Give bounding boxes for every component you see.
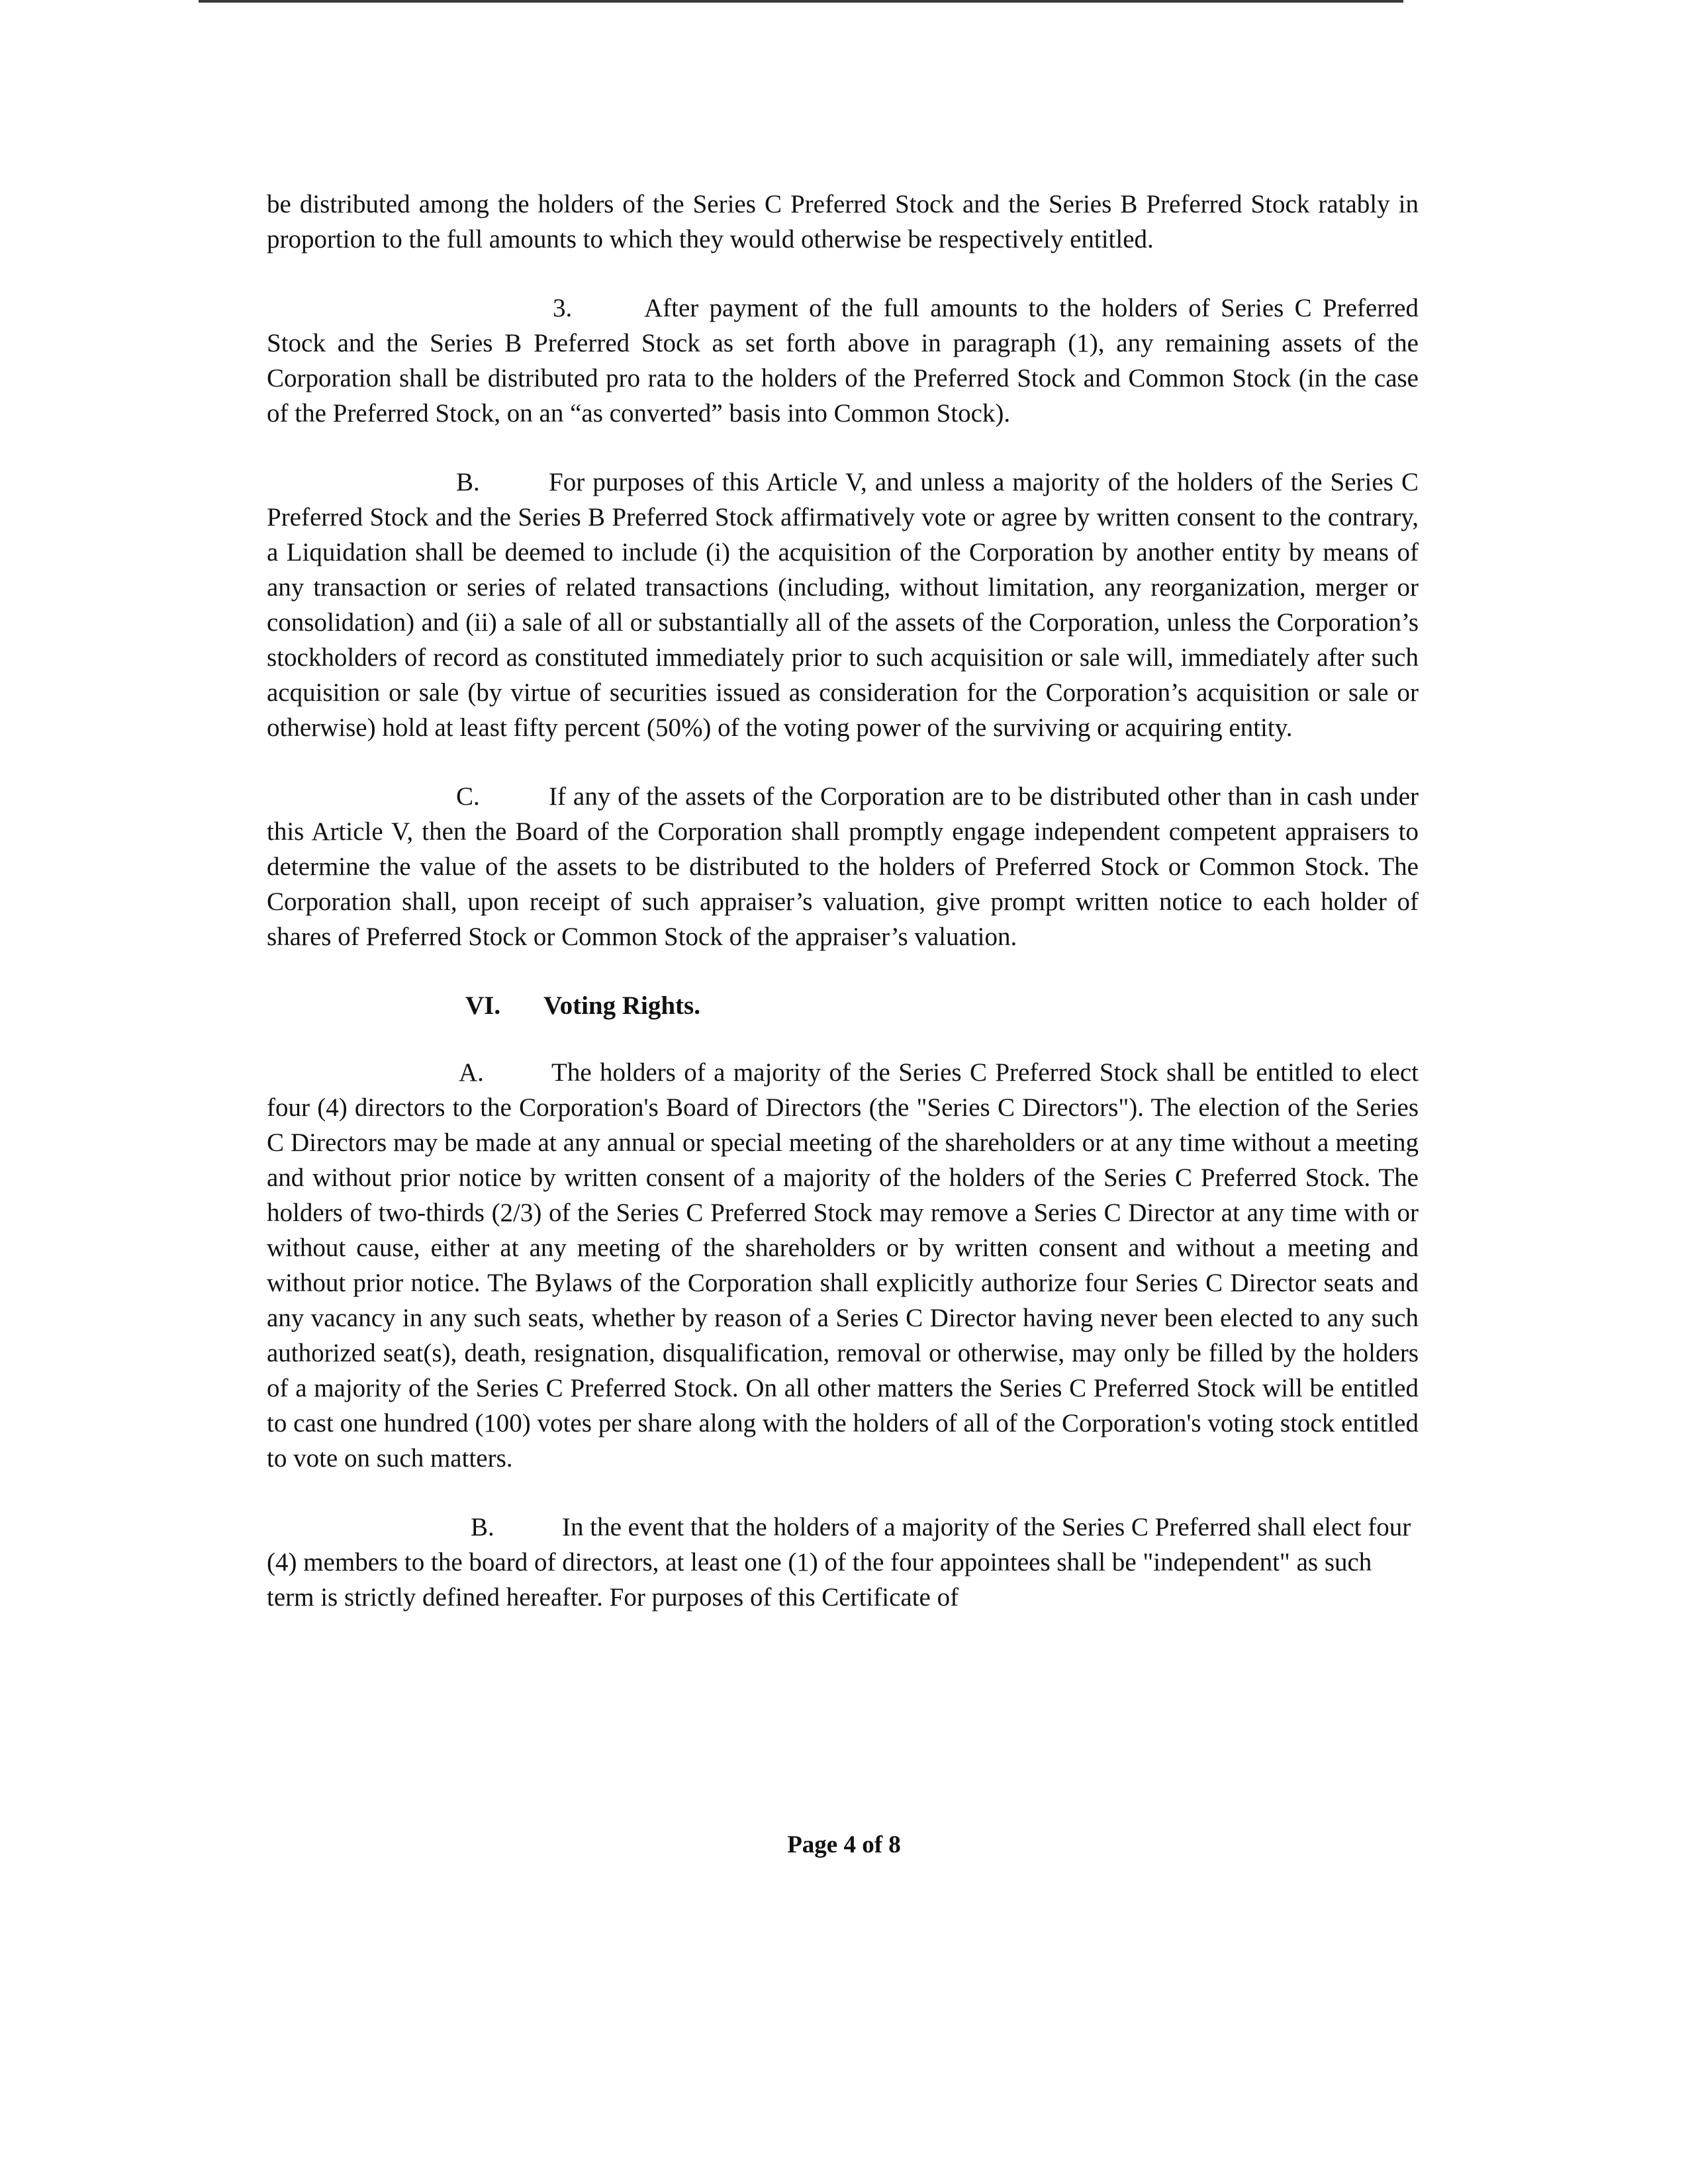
paragraph-b-liquidation [267,465,1419,745]
paragraph-marker: B. [456,468,480,496]
scan-top-edge-line [199,0,1403,3]
paragraph-spacer [267,257,1419,291]
paragraph-marker: A. [459,1058,484,1087]
page-number-footer: Page 4 of 8 [787,1831,901,1858]
paragraph-spacer [267,1476,1419,1510]
continuation-paragraph: be distributed among the holders of the Series C Preferred Stock and the Series B Preferred Stock ratably in proportion to the full amounts to which they would otherwise be respectively entitled. [267,190,1419,253]
section-heading-voting-rights [267,988,1419,1023]
paragraph-text: The holders of a majority of the Series C Preferred Stock shall be entitled to elect four (4) directors to the Corporation's Board of Directors (the "Series C Directors"). The election of the Series C Directors may be made at any annual or special meeting of the shareholders or at any time without a meeting and without prior notice by written consent of a majority of the holders of the Series C Preferred Stock. The holders of two-thirds (2/3) of the Series C Preferred Stock may remove a Series C Director at any time with or without cause, either at any meeting of the shareholders or by written consent and without a meeting and without prior notice. The Bylaws of the Corporation shall explicitly authorize four Series C Director seats and any vacancy in any such seats, whether by reason of a Series C Director having never been elected to any such authorized seat(s), death, resignation, disqualification, removal or otherwise, may only be filled by the holders of a majority of the Series C Preferred Stock. On all other matters the Series C Preferred Stock will be entitled to cast one hundred (100) votes per share along with the holders of all of the Corporation's voting stock entitled to vote on such matters. [267,1058,1419,1473]
paragraph-spacer [267,1023,1419,1055]
paragraph-text: For purposes of this Article V, and unless a majority of the holders of the Series C Preferred Stock and the Series B Preferred Stock affirmatively vote or agree by written consent to the contrary, a Liquidation shall be deemed to include (i) the acquisition of the Corporation by another entity by means of any transaction or series of related transactions (including, without limitation, any reorganization, merger or consolidation) and (ii) a sale of all or substantially all of the assets of the Corporation, unless the Corporation’s stockholders of record as constituted immediately prior to such acquisition or sale will, immediately after such acquisition or sale (by virtue of securities issued as consideration for the Corporation’s acquisition or sale or otherwise) hold at least fifty percent (50%) of the voting power of the surviving or acquiring entity. [267,468,1419,742]
paragraph-text: If any of the assets of the Corporation are to be distributed other than in cash under this Article V, then the Board of the Corporation shall promptly engage independent competent appraisers to determine the value of the assets to be distributed to the holders of Preferred Stock or Common Stock. The Corporation shall, upon receipt of such appraiser’s valuation, give prompt written notice to each holder of shares of Preferred Stock or Common Stock of the appraiser’s valuation. [267,782,1419,951]
paragraph-marker: C. [456,782,480,811]
paragraph-vi-a-directors [267,1055,1419,1476]
paragraph-spacer [267,954,1419,988]
paragraph-spacer [267,745,1419,779]
paragraph-c-appraisal [267,779,1419,954]
paragraph-3 [267,291,1419,431]
paragraph-vi-b-independent [267,1510,1419,1615]
paragraph-marker: B. [471,1513,494,1541]
document-page [267,187,1419,1615]
section-number: VI. [465,991,501,1020]
paragraph-spacer [267,431,1419,465]
paragraph-text: After payment of the full amounts to the holders of Series C Preferred Stock and the Series B Preferred Stock as set forth above in paragraph (1), any remaining assets of the Corporation shall be distributed pro rata to the holders of the Preferred Stock and Common Stock (in the case of the Preferred Stock, on an “as converted” basis into Common Stock). [267,294,1419,428]
paragraph-marker: 3. [553,294,573,322]
section-title: Voting Rights. [543,991,700,1020]
paragraph-text: In the event that the holders of a majority of the Series C Preferred shall elect four (4) members to the board of directors, at least one (1) of the four appointees shall be "independent" as such term is strictly defined hereafter. For purposes of this Certificate of [267,1513,1411,1612]
